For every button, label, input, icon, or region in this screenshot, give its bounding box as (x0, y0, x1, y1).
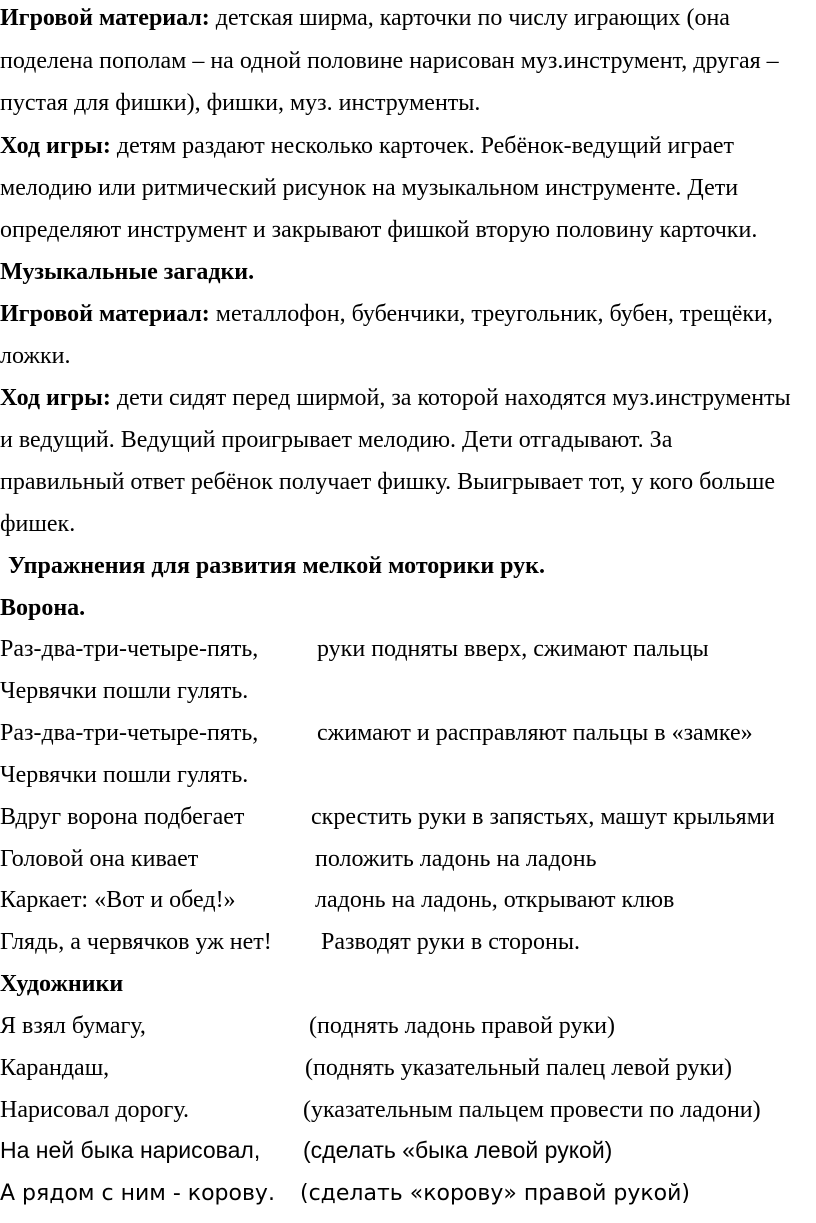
verse-text: Головой она кивает (0, 846, 199, 872)
verse-text: Нарисовал дорогу. (0, 1097, 189, 1123)
paragraph-line (0, 512, 816, 536)
paragraph-line (0, 134, 816, 158)
verse-text: Карандаш, (0, 1055, 110, 1081)
course-label: Ход игры: (0, 133, 111, 159)
poem-title-artists: Художники (0, 971, 124, 997)
action-text: (указательным пальцем провести по ладони) (303, 1097, 761, 1123)
verse-text: А рядом с ним - корову. (0, 1181, 275, 1206)
paragraph-line (0, 91, 816, 115)
verse-text: Глядь, а червячков уж нет! (0, 929, 272, 955)
paragraph-line (0, 218, 816, 242)
poem-title-crow: Ворона. (0, 595, 86, 621)
course-text: определяют инструмент и закрывают фишкой вторую половину карточки. (0, 217, 758, 243)
action-text: скрестить руки в запястьях, машут крыльями (311, 804, 775, 830)
action-text: сжимают и расправляют пальцы в «замке» (317, 720, 753, 746)
material-text: металлофон, бубенчики, треугольник, бубен, трещёки, (209, 301, 773, 327)
action-text: (сделать «быка левой рукой) (303, 1137, 613, 1163)
course-label: Ход игры: (0, 385, 111, 411)
material-label: Игровой материал: (0, 301, 210, 327)
paragraph-line (0, 302, 816, 326)
action-text: (сделать «корову» правой рукой) (300, 1181, 690, 1206)
action-text: ладонь на ладонь, открывают клюв (315, 887, 675, 913)
material-text: пустая для фишки), фишки, муз. инструменты. (0, 90, 481, 116)
action-text: (поднять ладонь правой руки) (309, 1013, 615, 1039)
paragraph-line (0, 470, 816, 494)
paragraph-line (0, 6, 816, 30)
action-text: Разводят руки в стороны. (321, 929, 581, 955)
action-text: положить ладонь на ладонь (315, 846, 597, 872)
course-text: мелодию или ритмический рисунок на музыкальном инструменте. Дети (0, 175, 739, 201)
course-text: и ведущий. Ведущий проигрывает мелодию. Дети отгадывают. За (0, 427, 673, 453)
action-text: руки подняты вверх, сжимают пальцы (317, 636, 709, 662)
paragraph-line (0, 176, 816, 200)
paragraph-line (0, 344, 816, 368)
course-text: фишек. (0, 511, 76, 537)
material-text: поделена пополам – на одной половине нарисован муз.инструмент, другая – (0, 48, 779, 74)
material-text: ложки. (0, 343, 71, 369)
verse-text: Каркает: «Вот и обед!» (0, 887, 236, 913)
course-text: дети сидят перед ширмой, за которой находятся муз.инструменты (110, 385, 791, 411)
verse-text: Червячки пошли гулять. (0, 678, 249, 704)
paragraph-line (0, 49, 816, 73)
material-label: Игровой материал: (0, 5, 210, 31)
section-title: Музыкальные загадки. (0, 259, 255, 285)
verse-text: Раз-два-три-четыре-пять, (0, 720, 259, 746)
course-text: правильный ответ ребёнок получает фишку. Выигрывает тот, у кого больше (0, 469, 776, 495)
exercises-heading: Упражнения для развития мелкой моторики рук. (8, 553, 545, 579)
verse-text: Я взял бумагу, (0, 1013, 146, 1039)
material-text: детская ширма, карточки по числу играющих (она (209, 5, 730, 31)
verse-text: На ней быка нарисовал, (0, 1137, 261, 1163)
paragraph-line (0, 386, 816, 410)
paragraph-line (0, 428, 816, 452)
verse-text: Раз-два-три-четыре-пять, (0, 636, 259, 662)
verse-text: Вдруг ворона подбегает (0, 804, 245, 830)
verse-text: Червячки пошли гулять. (0, 762, 249, 788)
course-text: детям раздают несколько карточек. Ребёнок-ведущий играет (110, 133, 735, 159)
action-text: (поднять указательный палец левой руки) (305, 1055, 733, 1081)
